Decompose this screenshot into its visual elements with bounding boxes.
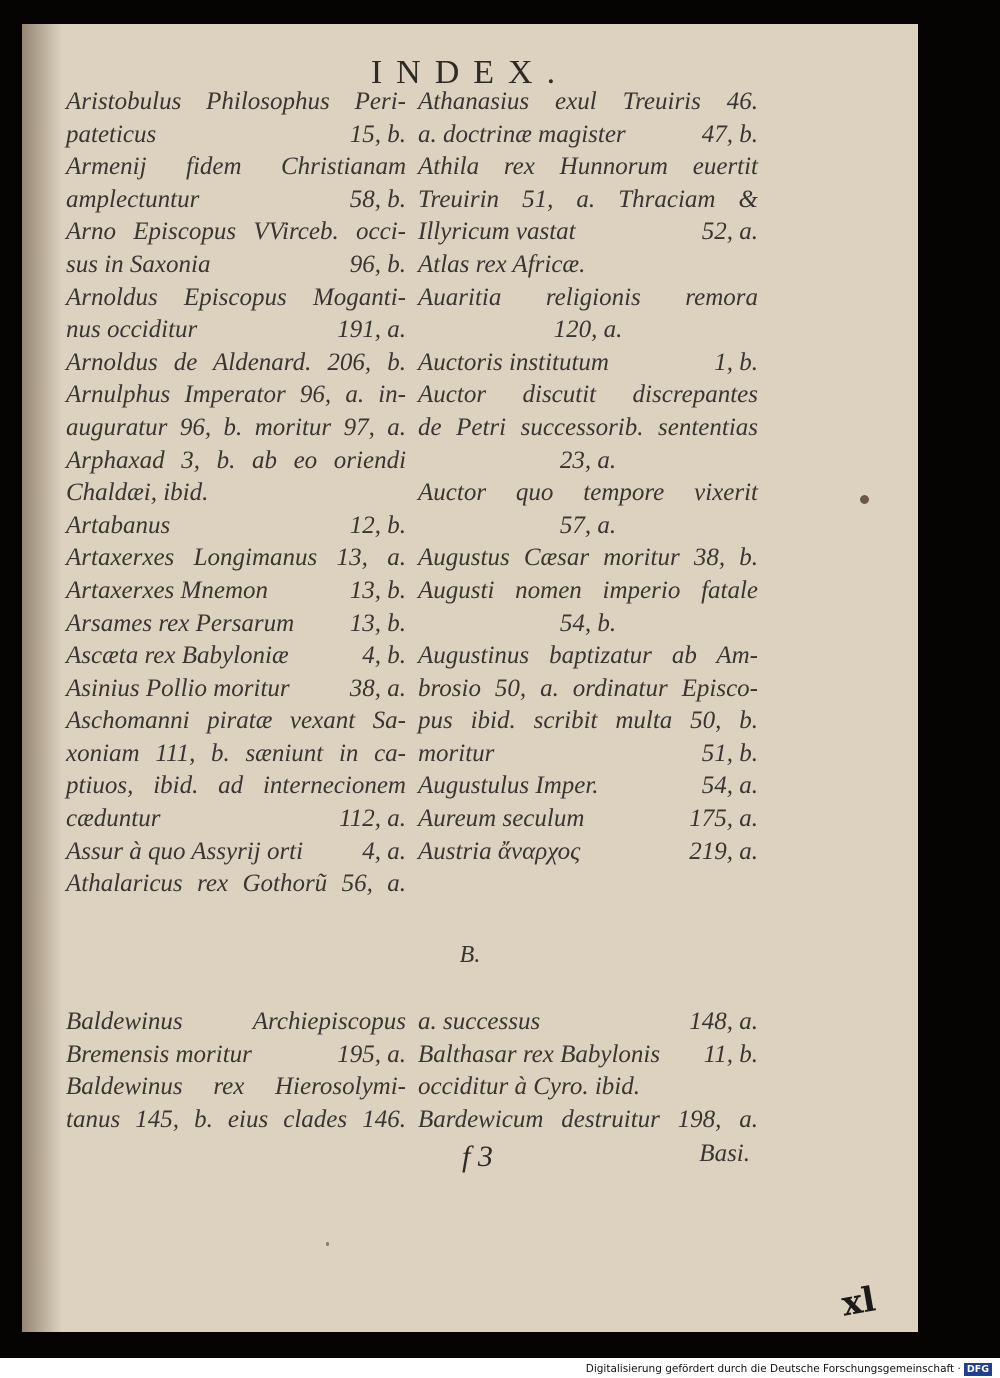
index-entry — [418, 347, 758, 380]
page-footer — [22, 1140, 918, 1176]
index-entry — [418, 575, 758, 608]
entry-text: Chaldæi, ibid. — [66, 479, 209, 507]
entry-text: Asinius Pollio moritur — [66, 674, 290, 702]
index-entry — [418, 184, 758, 217]
entry-text: ptiuos, ibid. ad internecionem — [66, 772, 406, 800]
index-column-right-b — [418, 1006, 758, 1136]
entry-text: Artabanus — [66, 511, 171, 539]
index-entry — [66, 249, 406, 282]
entry-text: Assur à quo Assyrij orti — [66, 837, 304, 865]
entry-page-ref: 175, a. — [689, 805, 758, 833]
entry-text: 57, a. — [559, 511, 617, 539]
index-entry — [66, 1006, 406, 1039]
entry-text: de Petri successorib. sententias — [418, 413, 759, 441]
entry-text: Auctor quo tempore vixerit — [418, 479, 759, 507]
entry-page-ref: 219, a. — [689, 837, 758, 865]
funding-note — [586, 1360, 992, 1378]
index-entry — [418, 738, 758, 771]
index-entry — [66, 412, 406, 445]
index-entry — [418, 412, 758, 445]
index-entry — [66, 314, 406, 347]
index-entry — [66, 770, 406, 803]
entry-text: Arsames rex Persarum — [66, 609, 295, 637]
entry-page-ref: 15, b. — [349, 120, 406, 148]
entry-page-ref: 148, a. — [689, 1008, 758, 1035]
index-entry — [418, 249, 758, 282]
entry-text: tanus 145, b. eius clades 146. — [66, 1105, 406, 1133]
entry-text: brosio 50, a. ordinatur Episco- — [418, 674, 758, 702]
index-entry — [66, 705, 406, 738]
entry-page-ref: 51, b. — [701, 739, 758, 767]
entry-text: Balthasar rex Babylonis — [418, 1040, 661, 1068]
index-entry — [66, 379, 406, 412]
running-head: INDEX. — [370, 54, 570, 91]
index-entry — [66, 510, 406, 543]
index-entry — [66, 542, 406, 575]
index-entry — [66, 1039, 406, 1072]
section-letter: B. — [459, 942, 481, 968]
index-entry — [66, 575, 406, 608]
entry-text: moritur — [418, 739, 495, 767]
index-entry — [66, 803, 406, 836]
entry-text: a. successus — [418, 1008, 541, 1035]
index-entry — [66, 86, 406, 119]
entry-text: Aureum seculum — [418, 805, 585, 833]
entry-page-ref: 58, b. — [349, 185, 406, 213]
entry-text: Aschomanni piratæ vexant Sa- — [66, 707, 407, 735]
index-entry — [66, 347, 406, 380]
index-entry — [66, 640, 406, 673]
index-entry — [66, 868, 406, 901]
index-entry — [66, 184, 406, 217]
entry-text: auguratur 96, b. moritur 97, a. — [66, 413, 407, 441]
index-entry — [418, 803, 758, 836]
index-column-right — [418, 86, 758, 868]
index-entry — [418, 216, 758, 249]
entry-text: Arno Episcopus VVirceb. occi- — [66, 218, 406, 246]
entry-text: Ascæta rex Babyloniæ — [66, 642, 289, 670]
entry-text: amplectuntur — [66, 185, 200, 213]
entry-page-ref: 191, a. — [337, 316, 406, 344]
entry-text: Artaxerxes Longimanus 13, a. — [66, 544, 407, 572]
handwritten-mark: xl — [838, 1279, 879, 1325]
entry-text: Atlas rex Africæ. — [418, 250, 586, 278]
index-column-left-b — [66, 1006, 406, 1136]
entry-text: Treuirin 51, a. Thraciam & — [418, 185, 758, 213]
index-entry — [418, 282, 758, 315]
entry-text: Auctor discutit discrepantes — [418, 381, 758, 409]
index-entry — [418, 445, 758, 478]
index-entry — [418, 379, 758, 412]
index-entry — [418, 477, 758, 510]
signature-mark: f 3 — [462, 1140, 493, 1173]
entry-text: Auaritia religionis remora — [418, 283, 758, 311]
ink-speck — [326, 1242, 329, 1246]
entry-text: Austria ἄναρχος — [418, 837, 581, 865]
index-entry — [66, 216, 406, 249]
entry-text: Bardewicum destruitur 198, a. — [418, 1105, 758, 1133]
index-entry — [66, 1104, 406, 1137]
entry-text: Illyricum vastat — [418, 218, 576, 246]
entry-page-ref: 4, a. — [362, 837, 406, 865]
index-entry — [418, 705, 758, 738]
index-entry — [418, 119, 758, 152]
entry-text: Augustulus Imper. — [418, 772, 599, 800]
entry-page-ref: 52, a. — [701, 218, 758, 246]
catchword: Basi. — [699, 1140, 750, 1167]
entry-text: 120, a. — [553, 316, 623, 344]
index-entry — [66, 738, 406, 771]
index-entry — [418, 673, 758, 706]
index-entry — [418, 1071, 758, 1104]
entry-text: Arnulphus Imperator 96, a. in- — [66, 381, 407, 409]
entry-text: Auctoris institutum — [418, 348, 609, 376]
index-entry — [66, 119, 406, 152]
entry-text: Artaxerxes Mnemon — [66, 576, 269, 604]
index-entry — [66, 445, 406, 478]
entry-page-ref: 4, b. — [362, 642, 406, 670]
entry-text: Athalaricus rex Gothorũ 56, a. — [66, 870, 406, 898]
index-entry — [66, 282, 406, 315]
entry-text: Athila rex Hunnorum euertit — [418, 153, 759, 181]
entry-page-ref: 1, b. — [714, 348, 758, 376]
index-entry — [418, 836, 758, 869]
entry-text: cæduntur — [66, 805, 161, 833]
index-entry — [66, 477, 406, 510]
entry-text: Bremensis moritur — [66, 1040, 252, 1068]
entry-text: Augustinus baptizatur ab Am- — [418, 642, 758, 670]
entry-page-ref: 11, b. — [703, 1040, 758, 1068]
book-page — [22, 24, 918, 1332]
index-column-left — [66, 86, 406, 901]
entry-page-ref: 112, a. — [339, 805, 406, 833]
entry-text: Augusti nomen imperio fatale — [418, 576, 758, 604]
entry-page-ref: 38, a. — [349, 674, 406, 702]
entry-page-ref: 54, a. — [701, 772, 758, 800]
index-entry — [418, 1006, 758, 1039]
entry-text: pateticus — [66, 120, 157, 148]
entry-text: 23, a. — [559, 446, 617, 474]
entry-text: occiditur à Cyro. ibid. — [418, 1073, 640, 1101]
index-entry — [418, 1039, 758, 1072]
entry-text: Armenij fidem Christianam — [66, 153, 407, 181]
gutter-shadow — [22, 24, 62, 1332]
index-entry — [418, 608, 758, 641]
entry-text: Arnoldus de Aldenard. 206, b. — [66, 348, 407, 376]
entry-text: Arphaxad 3, b. ab eo oriendi — [66, 446, 407, 474]
index-entry — [66, 1071, 406, 1104]
funding-text: Digitalisierung gefördert durch die Deutsche Forschungsgemeinschaft · — [585, 1363, 961, 1375]
entry-text: Baldewinus rex Hierosolymi- — [66, 1073, 406, 1101]
entry-text: Arnoldus Episcopus Moganti- — [66, 283, 406, 311]
entry-text: Baldewinus Archiepiscopus — [66, 1008, 407, 1035]
entry-text: pus ibid. scribit multa 50, b. — [418, 707, 759, 735]
index-entry — [418, 640, 758, 673]
dfg-logo: DFG — [964, 1363, 992, 1376]
index-entry — [418, 770, 758, 803]
entry-page-ref: 47, b. — [701, 120, 758, 148]
index-entry — [66, 673, 406, 706]
ink-spot — [860, 495, 869, 504]
entry-page-ref: 12, b. — [349, 511, 406, 539]
index-entry — [418, 1104, 758, 1137]
entry-text: sus in Saxonia — [66, 250, 211, 278]
entry-text: Athanasius exul Treuiris 46. — [418, 88, 759, 115]
entry-page-ref: 13, b. — [349, 609, 406, 637]
index-entry — [418, 86, 758, 119]
entry-text: a. doctrinæ magister — [418, 120, 626, 148]
index-entry — [66, 608, 406, 641]
index-entry — [418, 314, 758, 347]
entry-text: 54, b. — [559, 609, 617, 637]
entry-page-ref: 96, b. — [349, 250, 406, 278]
index-entry — [418, 542, 758, 575]
index-entry — [66, 151, 406, 184]
entry-text: nus occiditur — [66, 316, 198, 344]
entry-text: xoniam 111, b. sæniunt in ca- — [66, 739, 406, 767]
entry-page-ref: 13, b. — [349, 576, 406, 604]
index-entry — [418, 510, 758, 543]
entry-text: Augustus Cæsar moritur 38, b. — [418, 544, 758, 572]
entry-page-ref: 195, a. — [337, 1040, 406, 1068]
index-entry — [418, 151, 758, 184]
entry-text: Aristobulus Philosophus Peri- — [66, 88, 406, 115]
index-entry — [66, 836, 406, 869]
